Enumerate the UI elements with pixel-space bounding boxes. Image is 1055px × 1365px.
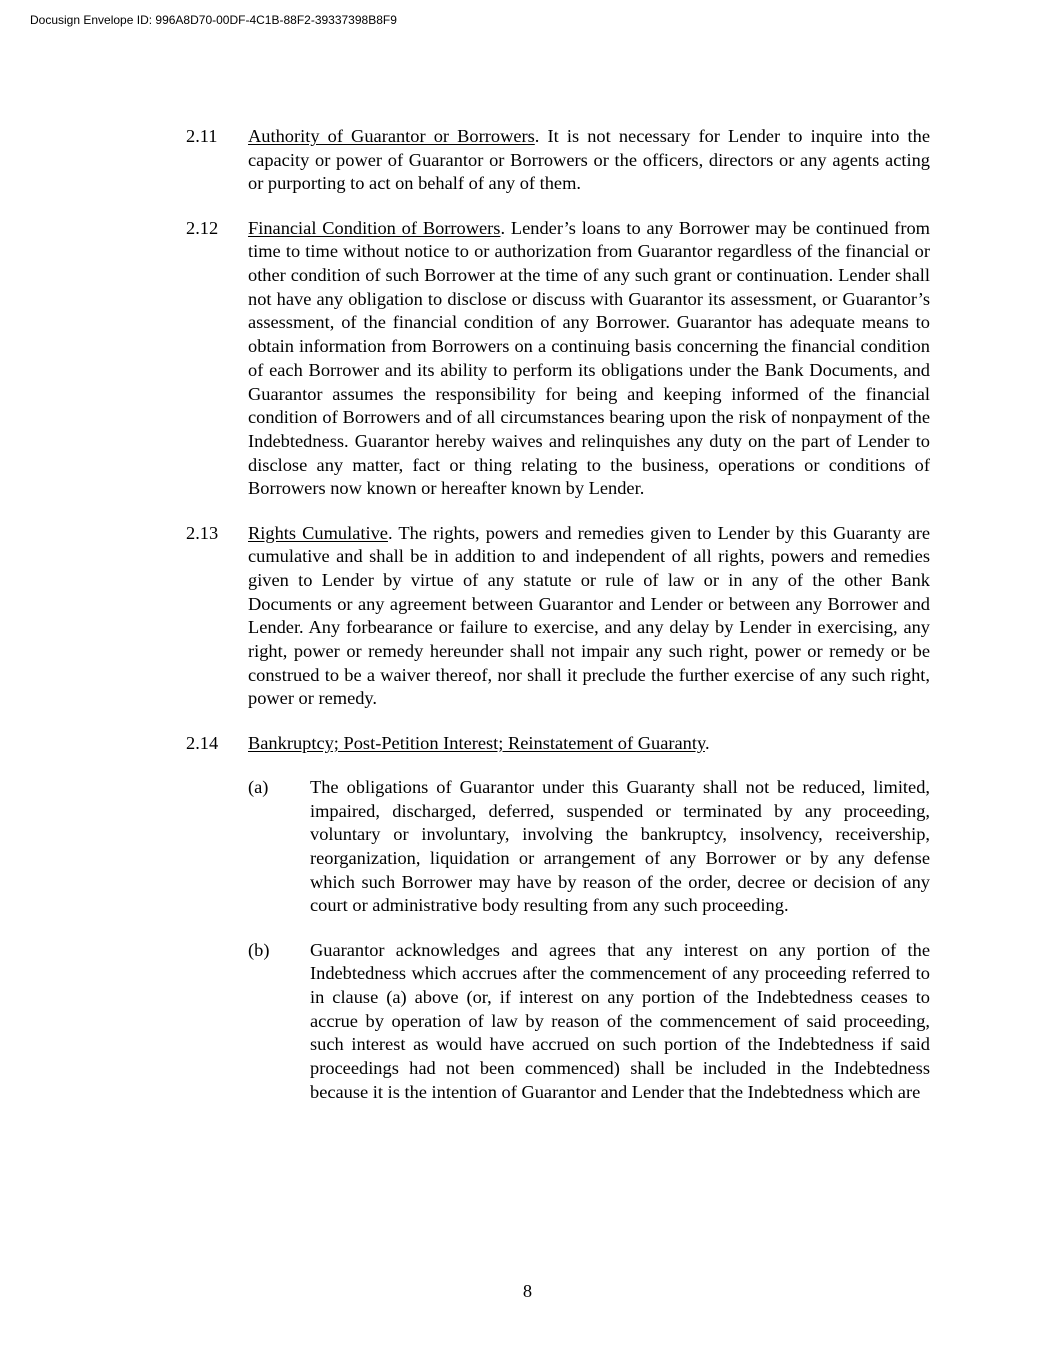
subsection-text: The obligations of Guarantor under this Guaranty shall not be reduced, limited, impaired, discharged, deferred, suspended or terminated by any proceeding, voluntary or involuntary, involving the bankruptcy, insolvency, receivership, reorganization, liquidation or arrangement of any Borrower or by any defense which such Borrower may have by reason of the order, decree or decision of any court or administrative body resulting from any such proceeding. bbox=[310, 776, 930, 916]
section-number: 2.14 bbox=[186, 732, 219, 753]
section-heading: Bankruptcy; Post-Petition Interest; Reinstatement of Guaranty bbox=[248, 732, 705, 753]
section-text: . Lender’s loans to any Borrower may be continued from time to time without notice to or authorization from Guarantor regardless of the financial or other condition of such Borrower at the time of any such grant or continuation. Lender shall not have any obligation to disclose or discuss with Guarantor its assessment, or Guarantor’s assessment, of the financial condition of any Borrower. Guarantor has adequate means to obtain information from Borrowers on a continuing basis concerning the financial condition of each Borrower and its ability to perform its obligations under the Bank Documents, and Guarantor assumes the responsibility for being and keeping informed of the financial condition of Borrowers and of all circumstances bearing upon the risk of nonpayment of the Indebtedness. Guarantor hereby waives and relinquishes any duty on the part of Lender to disclose any matter, fact or thing relating to the business, operations or conditions of Borrowers now known or hereafter known by Lender. bbox=[248, 217, 930, 499]
subsection-label: (b) bbox=[248, 939, 270, 960]
section-body bbox=[248, 125, 930, 196]
subsection-b bbox=[248, 939, 930, 1105]
section-number: 2.11 bbox=[186, 126, 218, 146]
envelope-id: Docusign Envelope ID: 996A8D70-00DF-4C1B-88F2-39337398B8F9 bbox=[30, 13, 397, 27]
subsection-label: (a) bbox=[248, 776, 269, 797]
section-text: . The rights, powers and remedies given to Lender by this Guaranty are cumulative and shall be in addition to and independent of all rights, powers and remedies given to Lender by virtue of any statute or rule of law or in any of the other Bank Documents or any agreement between Guarantor and Lender or between any Borrower and Lender. Any forbearance or failure to exercise, and any delay by Lender in exercising, any right, power or remedy hereunder shall not impair any such right, power or remedy or be construed to be a waiver thereof, nor shall it preclude the further exercise of any such right, power or remedy. bbox=[248, 522, 930, 709]
section-2-13 bbox=[186, 522, 930, 712]
section-number: 2.12 bbox=[186, 217, 219, 238]
section-body bbox=[248, 732, 930, 756]
section-2-14 bbox=[186, 732, 930, 756]
section-heading: Rights Cumulative bbox=[248, 522, 388, 543]
document-body bbox=[186, 125, 930, 1105]
section-2-11 bbox=[186, 125, 930, 196]
section-text: . bbox=[704, 732, 710, 753]
page-number: 8 bbox=[522, 1281, 533, 1301]
section-heading: Authority of Guarantor or Borrowers bbox=[248, 126, 535, 146]
subsection-text: Guarantor acknowledges and agrees that any interest on any portion of the Indebtedness which accrues after the commencement of any proceeding referred to in clause (a) above (or, if interest on any portion of the Indebtedness ceases to accrue by operation of law by reason of the commencement of said proceeding, such interest as would have accrued on such portion of the Indebtedness if said proceedings had not been commenced) shall be included in the Indebtedness because it is the intention of Guarantor and Lender that the Indebtedness which are bbox=[310, 939, 930, 1102]
section-number: 2.13 bbox=[186, 522, 219, 543]
subsection-a bbox=[248, 776, 930, 918]
section-body bbox=[248, 217, 930, 501]
section-body bbox=[248, 522, 930, 712]
section-heading: Financial Condition of Borrowers bbox=[248, 217, 501, 238]
section-text: . It is not necessary for Lender to inquire into the capacity or power of Guarantor or Borrowers or the officers, directors or any agents acting or purporting to act on behalf of any of them. bbox=[248, 126, 930, 194]
section-2-12 bbox=[186, 217, 930, 501]
